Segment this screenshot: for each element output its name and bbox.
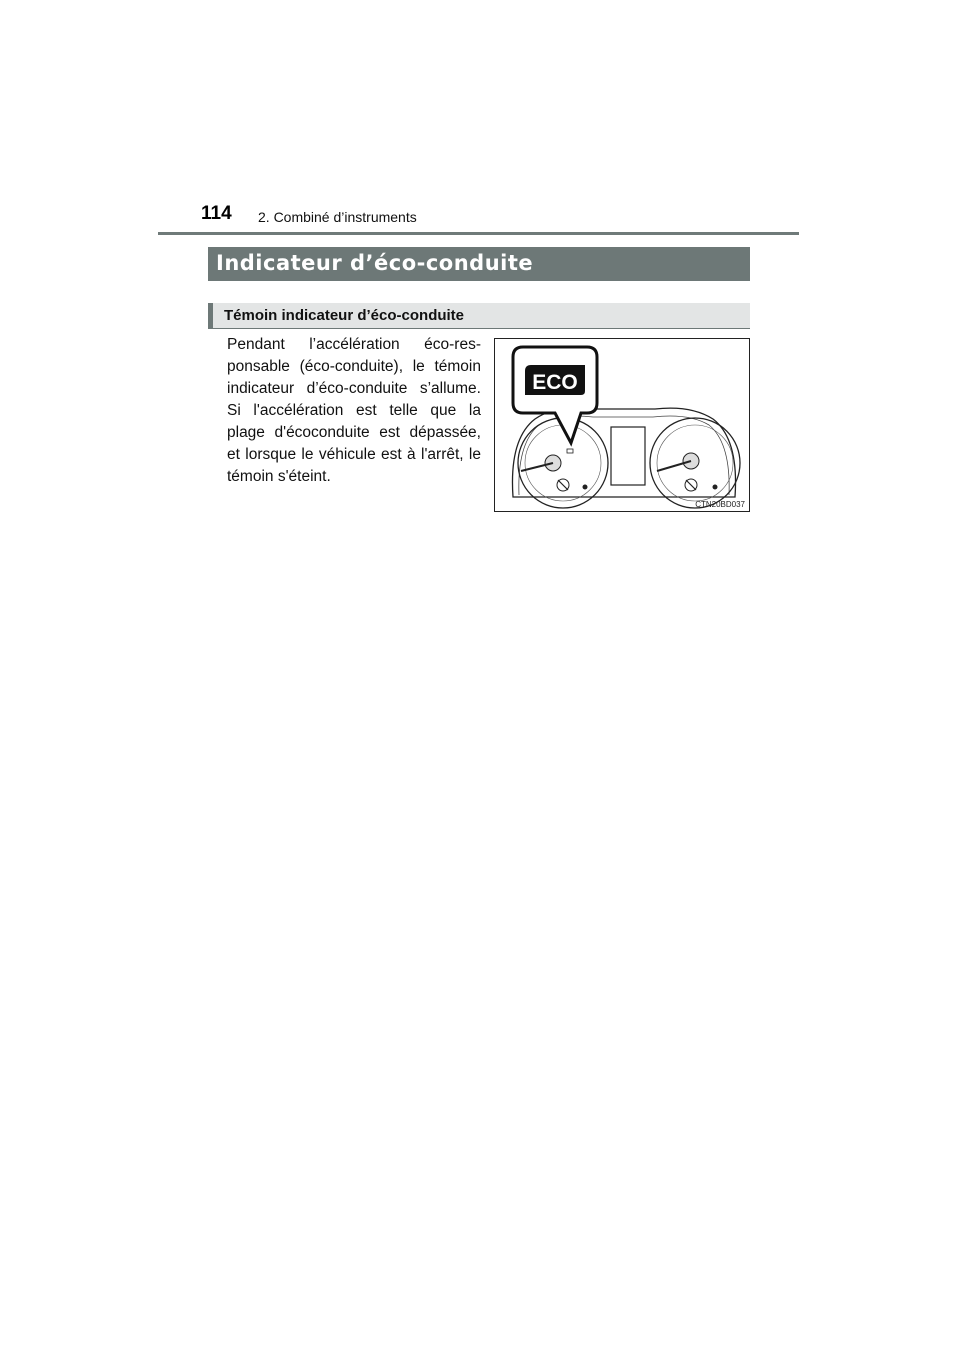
section-title: Indicateur d’éco-conduite [216,251,534,275]
eco-badge-label: ECO [532,371,578,394]
instrument-cluster-figure [494,338,750,512]
subsection-accent-bar [208,303,213,328]
chapter-title: 2. Combiné d’instruments [258,209,417,225]
figure-code: CTN20BD037 [695,500,745,509]
body-paragraph: Pendant l’accélération éco-res-ponsable (éco-conduite), le témoin indicateur d’éco-conduite s’allume. Si l'accélération est telle que la plage d'écoconduite est dépassée, et lorsque le véhicule est à l'arrêt, le témoin s'éteint. [227,336,481,485]
page-number: 114 [201,203,232,224]
instrument-cluster-illustration [495,339,749,511]
subsection-title: Témoin indicateur d’éco-conduite [224,307,465,324]
header-divider [158,232,799,235]
speedometer-gauge [518,418,608,508]
tachometer-gauge [650,418,740,508]
section-banner [208,247,750,281]
center-display [611,427,645,485]
subsection-banner [208,303,750,329]
eco-lamp [567,449,573,453]
